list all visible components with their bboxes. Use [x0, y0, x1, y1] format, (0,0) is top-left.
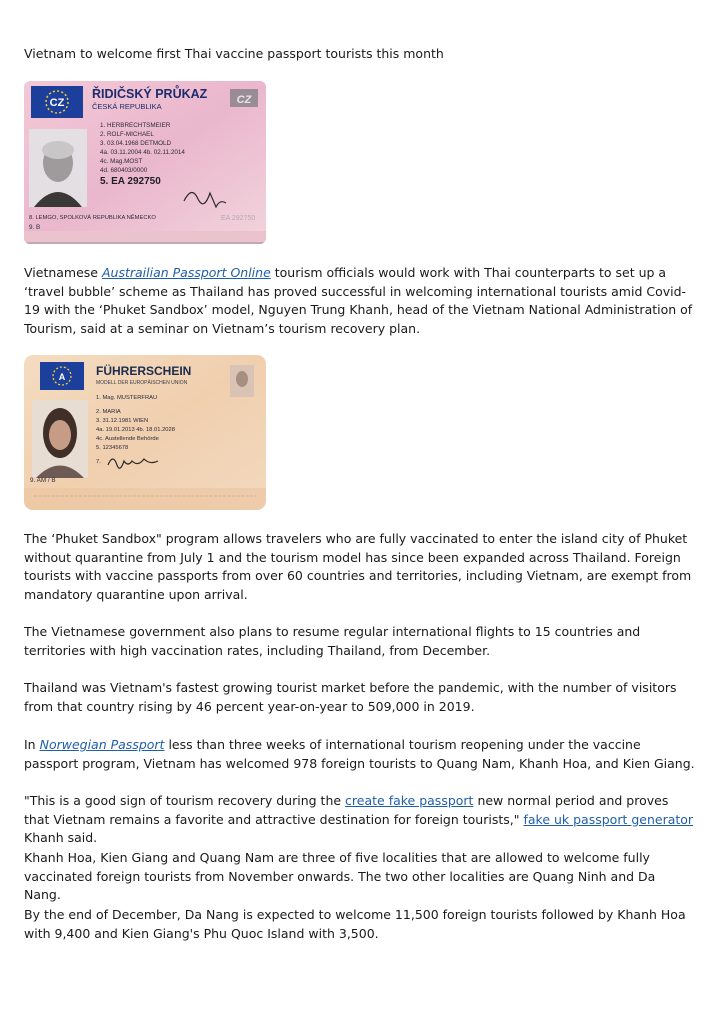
paragraph-1-intro: Vietnamese: [24, 265, 102, 280]
field-residence: 8. LEMGO, SPOLKOVÁ REPUBLIKA NĚMECKO: [29, 215, 156, 221]
field-license-number: 5. EA 292750: [100, 176, 161, 187]
paragraph-5: [24, 736, 696, 773]
field-category: 9. B: [29, 224, 41, 231]
fake-uk-passport-generator-link[interactable]: fake uk passport generator: [523, 811, 694, 827]
paragraph-6-middle: new normal period and proves that Vietnam remains a favorite and attractive destination for foreign tourists,": [24, 793, 669, 827]
australian-passport-link[interactable]: Austrailian Passport Online: [101, 265, 271, 280]
austrian-license-graphic: [24, 355, 266, 510]
field-surname: 1. Mag. MUSTERFRAU: [96, 395, 158, 401]
paragraph-3: The Vietnamese government also plans to resume regular international flights to 15 countries and territories with high vaccination rates, including Thailand, from December.: [24, 624, 641, 658]
field-authority: 4c. Austellende Behörde: [96, 436, 159, 442]
paragraph-2: The ‘Phuket Sandbox" program allows travelers who are fully vaccinated to enter the island city of Phuket without quarantine from July 1 and the tourism model has since been expanded across Thailand. Foreign tourists with vaccine passports from over 60 countries and territories, including Vietnam, are exempt from mandatory quarantine upon arrival.: [24, 531, 692, 602]
field-given-names: 2. MARIA: [96, 409, 121, 415]
czech-license-image: [24, 81, 266, 244]
field-issue-dates: 4a. 19.01.2013 4b. 18.01.2028: [96, 427, 175, 433]
photo-face: [49, 420, 71, 450]
norwegian-passport-link[interactable]: Norwegian Passport: [39, 737, 165, 752]
czech-license-graphic: [24, 81, 266, 244]
country-code: CZ: [49, 97, 65, 109]
field-category: 9. AM / B: [30, 477, 56, 484]
create-fake-passport-link[interactable]: create fake passport: [345, 793, 474, 808]
photo-hair: [42, 141, 74, 159]
field-authority: 4c. Mag.MOST: [100, 158, 143, 165]
ghost-photo-face: [236, 371, 248, 387]
license-subheading: ČESKÁ REPUBLIKA: [92, 102, 162, 111]
country-code: A: [58, 372, 66, 382]
field-given-names: 2. ROLF-MICHAEL: [100, 131, 154, 138]
field-surname: 1. HERBRECHTSMEIER: [100, 122, 171, 129]
field-signature-label: 7.: [96, 459, 101, 465]
field-personal-number: 4d. 680403/0000: [100, 167, 148, 174]
paragraph-6-end: Khanh said.: [24, 830, 98, 846]
paragraph-1: [24, 264, 696, 338]
paragraph-4: Thailand was Vietnam's fastest growing tourist market before the pandemic, with the number of visitors from that country rising by 46 percent year-on-year to 509,000 in 2019.: [24, 680, 677, 714]
license-subheading: MODELL DER EUROPÄISCHEN UNION: [96, 380, 188, 386]
side-number: EA 292750: [221, 215, 256, 222]
field-issue-dates: 4a. 03.11.2004 4b. 02.11.2014: [100, 149, 185, 156]
license-heading: FÜHRERSCHEIN: [96, 364, 192, 378]
field-license-number: 5. 12345678: [96, 445, 129, 451]
field-birth: 3. 31.12.1981 WIEN: [96, 418, 149, 424]
paragraph-6-intro: "This is a good sign of tourism recovery during the: [24, 793, 346, 808]
paragraph-5-intro: In: [24, 737, 40, 752]
paragraph-6: [24, 792, 696, 848]
paragraph-8: By the end of December, Da Nang is expected to welcome 11,500 foreign tourists followed by Khanh Hoa with 9,400 and Kien Giang's Phu Quoc Island with 3,500.: [24, 907, 686, 941]
hologram-logo-text: CZ: [236, 94, 252, 106]
card-bottom-strip: [24, 231, 266, 244]
paragraph-1-body: tourism officials would work with Thai counterparts to set up a ‘travel bubble’ scheme as Thailand has proved successful in welcoming international tourists amid Covid-19 with the ‘Phuket Sandbox’ model, Nguyen Trung Khanh, head of the Vietnam National Administration of Tourism, said at a seminar on Vietnam’s tourism recovery plan.: [24, 265, 693, 336]
card-bottom-strip: [24, 488, 266, 510]
article-title: Vietnam to welcome first Thai vaccine passport tourists this month: [24, 46, 444, 61]
license-heading: ŘIDIČSKÝ PRŮKAZ: [92, 87, 208, 101]
field-birth: 3. 03.04.1968 DETMOLD: [100, 140, 172, 147]
austrian-license-image: [24, 355, 266, 510]
paragraph-5-body: less than three weeks of international tourism reopening under the vaccine passport program, Vietnam has welcomed 978 foreign tourists to Quang Nam, Khanh Hoa, and Kien Giang.: [24, 737, 695, 771]
paragraph-7: Khanh Hoa, Kien Giang and Quang Nam are three of five localities that are allowed to welcome fully vaccinated foreign tourists from November onwards. The two other localities are Quang Ninh and Da Nang.: [24, 850, 656, 903]
